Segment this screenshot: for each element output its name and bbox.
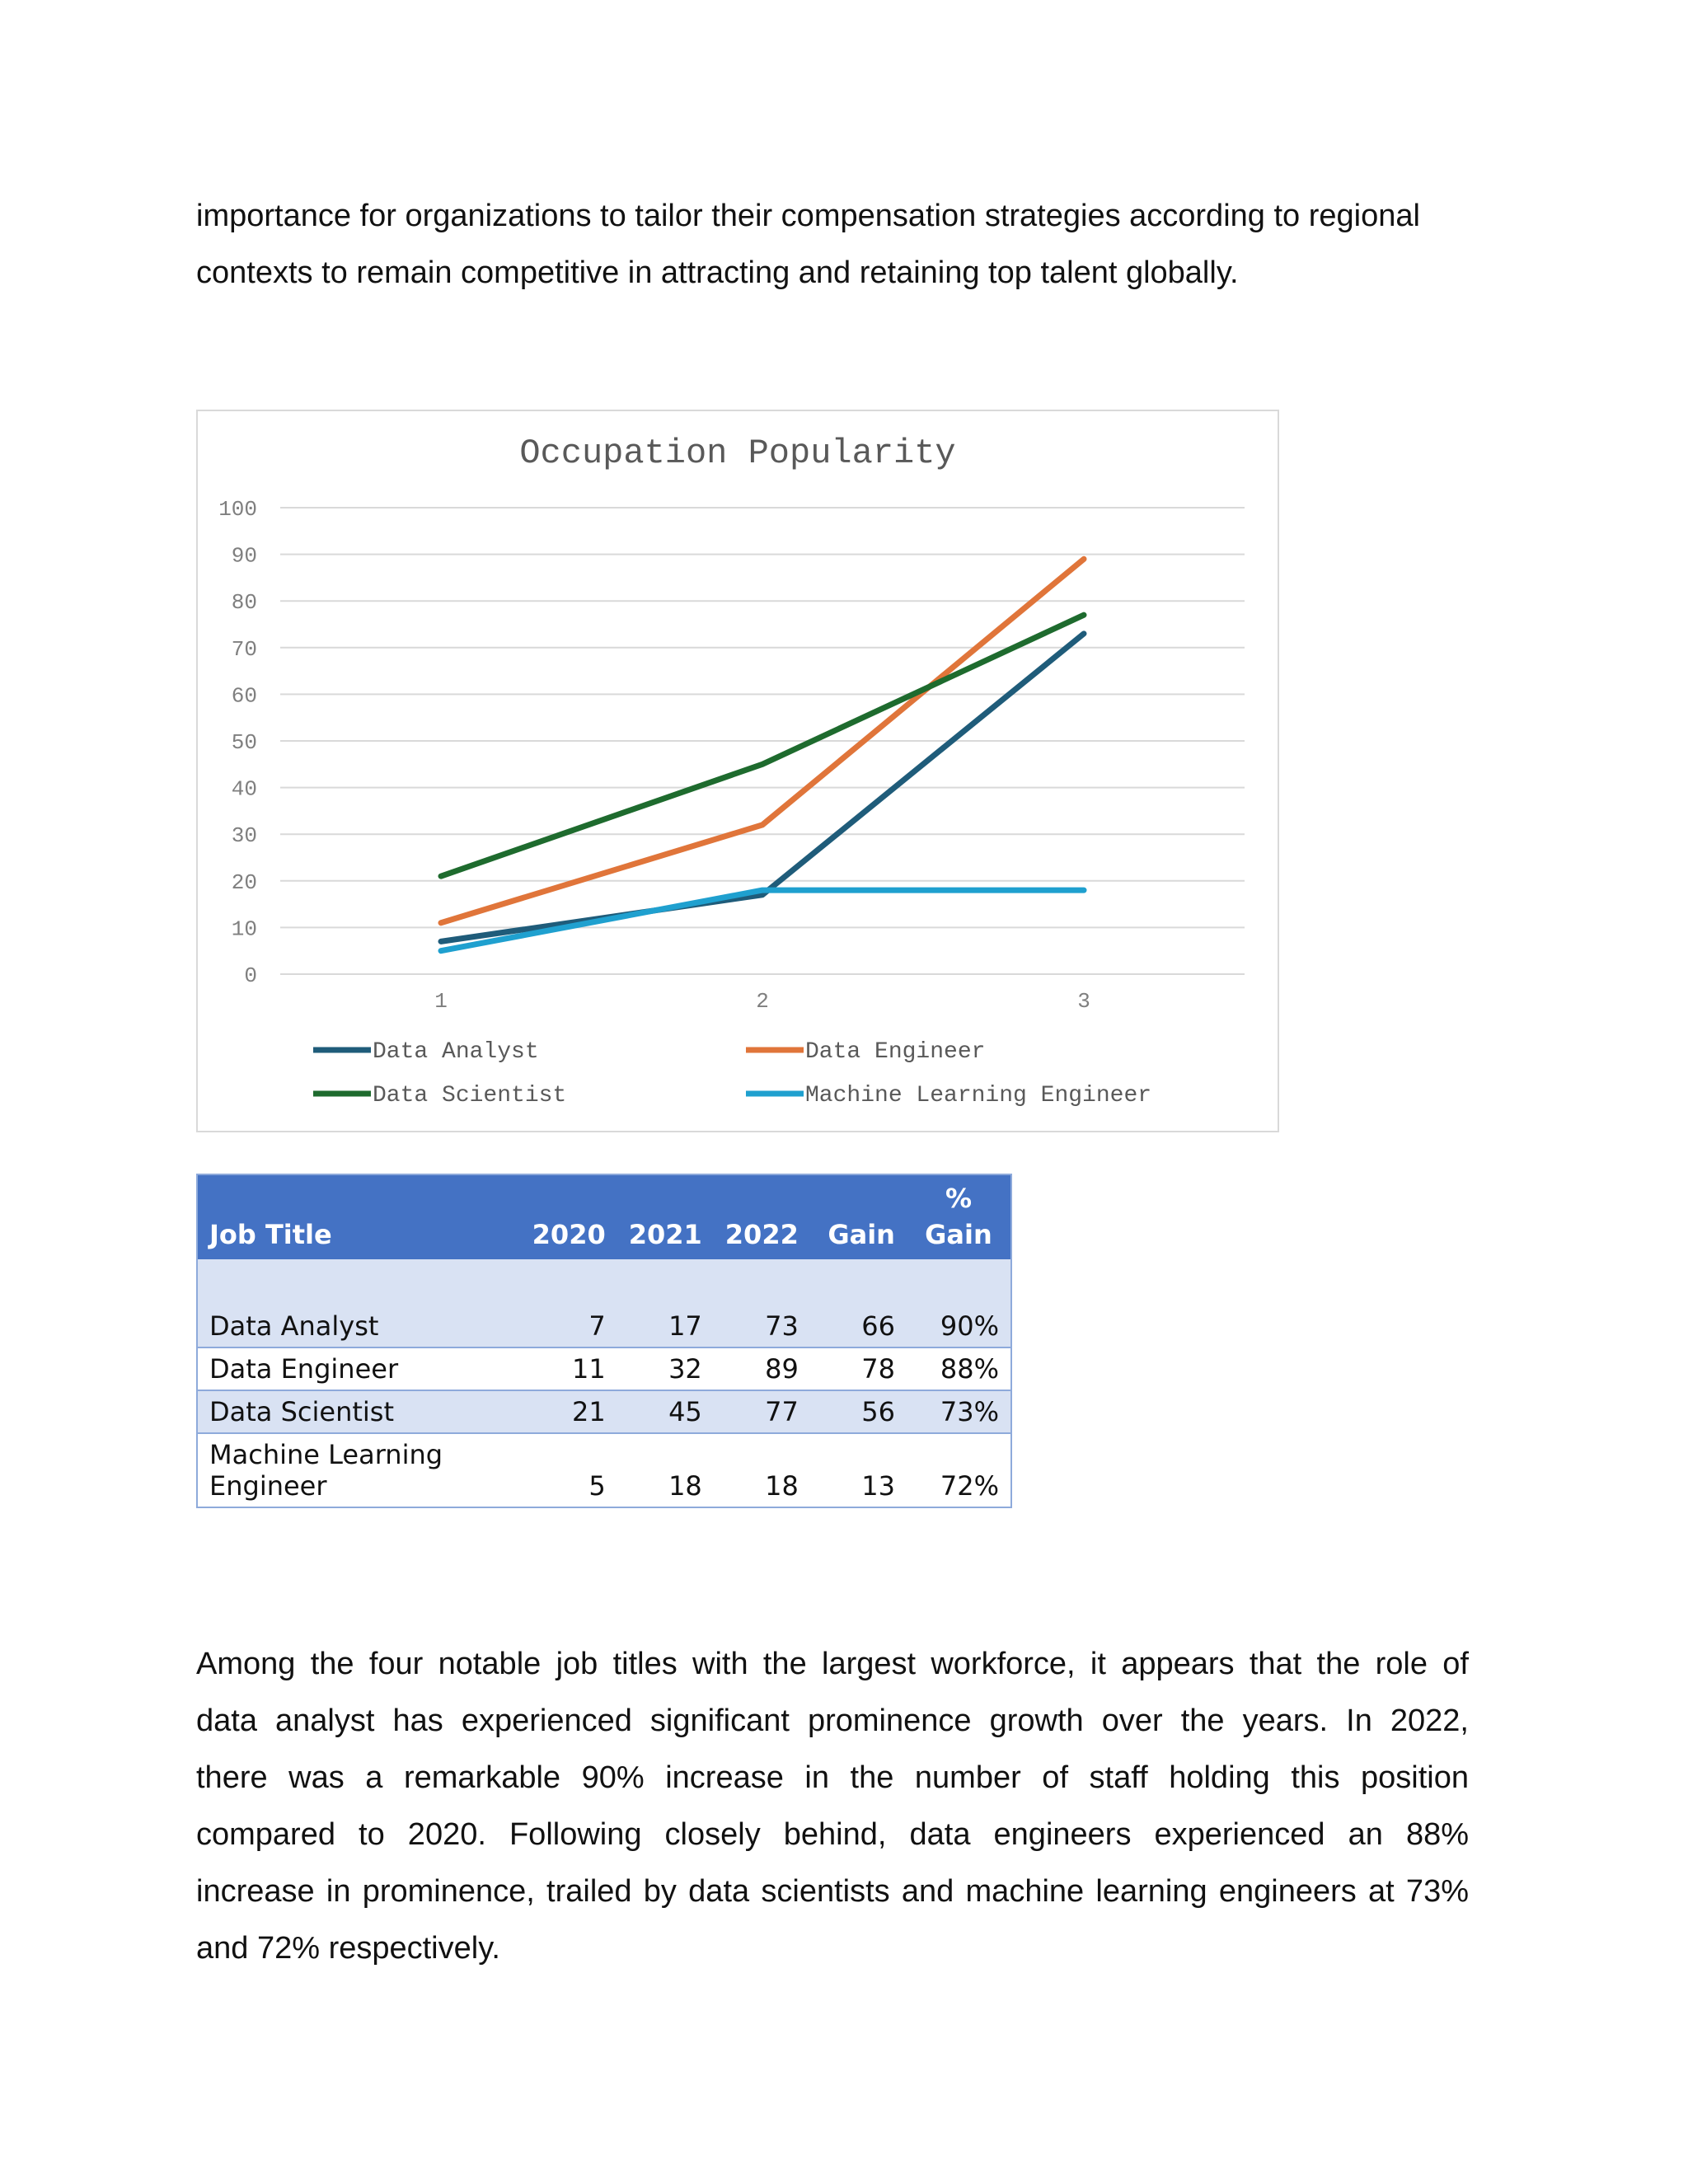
- occupation-popularity-chart: [196, 410, 1279, 1132]
- value-2020-cell: 11: [521, 1347, 617, 1390]
- line-chart-svg: [198, 411, 1278, 1131]
- paragraph-line: data analyst has experienced significant prominence growth over the years. In 2022,: [196, 1704, 1469, 1738]
- y-tick-label: 80: [231, 590, 257, 616]
- paragraph-line: there was a remarkable 90% increase in the number of staff holding this position: [196, 1760, 1469, 1795]
- x-tick-label: 1: [434, 989, 448, 1014]
- legend-label: Data Analyst: [373, 1039, 539, 1065]
- gain-cell: 13: [810, 1433, 907, 1507]
- job-title-cell: [197, 1433, 521, 1507]
- job-title-line: Machine Learning: [209, 1439, 443, 1470]
- chart-title: Occupation Popularity: [519, 434, 956, 473]
- paragraph-line: importance for organizations to tailor their compensation strategies according to regional: [196, 199, 1420, 233]
- x-tick-label: 2: [756, 989, 769, 1014]
- paragraph-line: increase in prominence, trailed by data scientists and machine learning engineers at 73%: [196, 1874, 1469, 1909]
- gain-cell: 56: [810, 1390, 907, 1433]
- gain-cell: 78: [810, 1347, 907, 1390]
- pct-gain-cell: 73%: [907, 1390, 1011, 1433]
- analysis-paragraph: [196, 1636, 1469, 1977]
- y-tick-label: 70: [231, 636, 257, 662]
- y-axis-ticks: [218, 497, 257, 988]
- pct-gain-cell: 90%: [907, 1305, 1011, 1347]
- paragraph-line: Among the four notable job titles with the largest workforce, it appears that the role of: [196, 1647, 1469, 1681]
- paragraph-line: contexts to remain competitive in attracting and retaining top talent globally.: [196, 255, 1239, 290]
- table-row: [197, 1305, 1011, 1347]
- y-tick-label: 60: [231, 683, 257, 709]
- job-title-cell: Data Engineer: [197, 1347, 521, 1390]
- chart-legend: [313, 1039, 1151, 1108]
- column-header-2020: 2020: [521, 1174, 617, 1259]
- table-spacer-row: [197, 1259, 1011, 1305]
- gridlines: [280, 508, 1245, 974]
- column-header-2021: 2021: [617, 1174, 714, 1259]
- x-axis-ticks: [434, 989, 1090, 1014]
- legend-label: Machine Learning Engineer: [805, 1083, 1152, 1108]
- value-2021-cell: 17: [617, 1305, 714, 1347]
- value-2022-cell: 73: [714, 1305, 810, 1347]
- y-tick-label: 0: [244, 963, 257, 988]
- occupation-gain-table: [196, 1174, 1012, 1508]
- y-tick-label: 20: [231, 869, 257, 895]
- legend-label: Data Scientist: [373, 1083, 567, 1108]
- table-header-row: [197, 1174, 1011, 1259]
- table-row: [197, 1390, 1011, 1433]
- job-title-cell: Data Scientist: [197, 1390, 521, 1433]
- series-line-data-scientist: [441, 615, 1084, 876]
- series-lines: [441, 559, 1084, 950]
- column-header-2022: 2022: [714, 1174, 810, 1259]
- value-2022-cell: 89: [714, 1347, 810, 1390]
- x-tick-label: 3: [1077, 989, 1090, 1014]
- value-2020-cell: 7: [521, 1305, 617, 1347]
- pct-gain-cell: 88%: [907, 1347, 1011, 1390]
- pct-gain-word: Gain: [925, 1219, 992, 1250]
- y-tick-label: 90: [231, 543, 257, 569]
- column-header-gain: Gain: [810, 1174, 907, 1259]
- pct-symbol: %: [945, 1183, 972, 1214]
- intro-paragraph: [196, 188, 1469, 302]
- job-title-line: Engineer: [209, 1470, 327, 1502]
- value-2020-cell: 5: [521, 1433, 617, 1507]
- value-2022-cell: 18: [714, 1433, 810, 1507]
- table-row: [197, 1433, 1011, 1507]
- table-row: [197, 1347, 1011, 1390]
- y-tick-label: 30: [231, 823, 257, 849]
- value-2021-cell: 18: [617, 1433, 714, 1507]
- y-tick-label: 40: [231, 776, 257, 802]
- y-tick-label: 10: [231, 916, 257, 942]
- value-2021-cell: 45: [617, 1390, 714, 1433]
- legend-label: Data Engineer: [805, 1039, 986, 1065]
- y-tick-label: 50: [231, 730, 257, 755]
- value-2022-cell: 77: [714, 1390, 810, 1433]
- job-title-cell: Data Analyst: [197, 1305, 521, 1347]
- series-line-machine-learning-engineer: [441, 890, 1084, 951]
- pct-gain-cell: 72%: [907, 1433, 1011, 1507]
- column-header-pct-gain: [907, 1174, 1011, 1259]
- paragraph-line: and 72% respectively.: [196, 1931, 500, 1966]
- value-2020-cell: 21: [521, 1390, 617, 1433]
- y-tick-label: 100: [218, 497, 257, 522]
- column-header-job-title: Job Title: [197, 1174, 521, 1259]
- paragraph-line: compared to 2020. Following closely behind, data engineers experienced an 88%: [196, 1817, 1469, 1852]
- value-2021-cell: 32: [617, 1347, 714, 1390]
- gain-cell: 66: [810, 1305, 907, 1347]
